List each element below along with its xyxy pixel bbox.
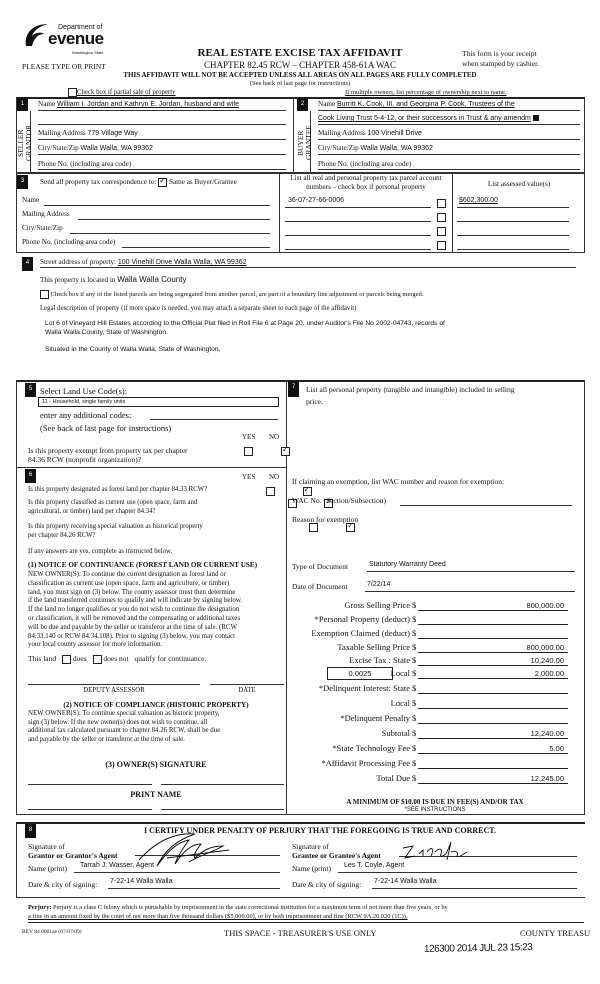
seller-phone-row xyxy=(38,159,286,170)
segregated-checkbox[interactable] xyxy=(40,290,49,299)
grantor-date-row xyxy=(28,880,280,891)
grantee-sig-label: Signature of Grantee or Grantee's Agent xyxy=(292,842,381,860)
personal-property-checkbox[interactable] xyxy=(437,241,446,250)
grantor-date-field[interactable]: 7-22-14 Walla Walla xyxy=(108,878,280,889)
assessed-value-field[interactable] xyxy=(457,239,569,250)
seller-mailing-row xyxy=(38,129,286,140)
section-3-badge: 3 xyxy=(17,175,28,189)
assessor-date-line[interactable] xyxy=(210,684,284,685)
section-8-badge: 8 xyxy=(25,824,36,838)
form-title: REAL ESTATE EXCISE TAX AFFIDAVIT xyxy=(197,47,403,59)
total-due-row: Total Due $ 12,245.00 xyxy=(290,773,575,785)
see-back-note: (See back of last page for instructions) xyxy=(249,80,351,87)
qualify-label: qualify for continuance. xyxy=(134,654,207,663)
state-technology-fee-row: *State Technology Fee $ 5.00 xyxy=(290,743,575,755)
please-type-or-print: PLEASE TYPE OR PRINT xyxy=(22,62,106,71)
doc-date-field[interactable]: 7/22/14 xyxy=(365,581,575,592)
perjury-bold-label: Perjury: xyxy=(28,904,52,911)
exempt-yes-checkbox[interactable] xyxy=(244,447,253,456)
grantee-date-label: Date & city of signing: xyxy=(292,880,362,889)
land-use-code-select[interactable]: 11 - Household, single family units xyxy=(38,397,279,407)
treasurer-stamp: 126300 2014 JUL 23 15:23 xyxy=(423,942,533,955)
receipt-note-2: when stamped by cashier. xyxy=(462,59,540,68)
notice-continuance-body: NEW OWNER(S): To continue the current designation as forest land or classification as current use (open space, farm and agriculture, or timber) land, you must sign on (3) below. The county assessor must then determine if the land transferred continues to qualify and will indicate by signing below. If the land no longer qualifies or you do not wish to continue the designation or classification, it will be removed and the compensating or additional taxes will be due and payable by the seller or transferor at the time of sale. (RCW 84.33.140 or RCW 84.34.108). Prior to signing (3) below, you may contact your local county assessor for more information. xyxy=(28,571,243,649)
seller-side-label: SELLER GRANTOR xyxy=(16,124,33,162)
does-not-label: does not xyxy=(103,654,129,663)
seller-name-field[interactable]: William I. Jordan and Kathryn E. Jordan, husband and wife xyxy=(56,101,240,108)
parcels-header: List all real and personal property tax parcel account numbers – check box if personal property xyxy=(290,174,442,191)
parcel-row-2 xyxy=(285,211,585,223)
seller-name-row xyxy=(38,100,286,111)
personal-property-field[interactable] xyxy=(300,410,580,460)
correspondence-header xyxy=(40,178,237,187)
doc-date-row xyxy=(292,582,576,593)
grantee-name-label: Name (print) xyxy=(292,864,331,873)
corr-city-field[interactable] xyxy=(70,233,270,234)
segregated-row xyxy=(40,290,423,299)
assessed-header: List assessed value(s) xyxy=(487,180,551,188)
buyer-phone-label: Phone No. (including area code) xyxy=(318,160,412,168)
section-1-2-divider xyxy=(293,97,294,173)
section-1-badge: 1 xyxy=(17,98,28,111)
corr-city-row xyxy=(22,224,270,235)
buyer-side-label: BUYER GRANTEE xyxy=(296,125,313,161)
logo-line1: Department of xyxy=(58,24,103,31)
doc-type-row xyxy=(292,562,576,573)
segregated-label: Check box if any of the listed parcels are being segregated from another parcel, are part of a boundary line adjustment or parcels being merged. xyxy=(50,290,424,298)
grantee-signature-scribble-icon xyxy=(401,838,471,864)
this-land-label: This land xyxy=(28,654,57,663)
exemption-claimed-row: Exemption Claimed (deduct) $ xyxy=(290,628,575,640)
delinquent-interest-state-row: *Delinquent Interest: State $ xyxy=(290,683,575,695)
doc-type-field[interactable]: Statutory Warranty Deed xyxy=(367,561,575,572)
buyer-name-line2-row xyxy=(318,114,580,125)
buyer-mailing-label: Mailing Address xyxy=(318,129,366,137)
historical-question: Is this property receiving special valuation as historical property per chapter 84.26 RCW? xyxy=(28,523,203,539)
multiple-owners-note: If multiple owners, list percentage of ownership next to name. xyxy=(345,89,507,96)
seller-city-label: City/State/Zip xyxy=(38,144,79,152)
grantee-signature-field[interactable] xyxy=(399,840,577,857)
doc-date-label: Date of Document xyxy=(292,582,348,591)
same-as-buyer-label: Same as Buyer/Grantee xyxy=(168,178,237,187)
s5-no-header: NO xyxy=(269,433,280,441)
taxable-selling-price-row: Taxable Selling Price $ 800,000.00 xyxy=(290,642,575,654)
exemption-claimed-field[interactable] xyxy=(418,628,568,639)
exempt-question: Is this property exempt from property tax per chapter 84.36 RCW (nonprofit organization)? xyxy=(28,446,188,464)
grantor-date-label: Date & city of signing: xyxy=(28,880,98,889)
state-technology-fee-field[interactable]: 5.00 xyxy=(418,743,568,754)
forest-land-question: Is this property designated as forest land per chapter 84.33 RCW? xyxy=(28,486,208,493)
correspondence-label: Send all property tax correspondence to: xyxy=(40,178,157,187)
seller-city-row xyxy=(38,144,286,155)
delinquent-interest-state-field[interactable] xyxy=(418,683,568,694)
notice-compliance-title: (2) NOTICE OF COMPLIANCE (HISTORIC PROPERTY) xyxy=(63,701,249,709)
see-instructions-note: *SEE INSTRUCTIONS xyxy=(404,807,466,813)
grantee-date-field[interactable]: 7-22-14 Walla Walla xyxy=(372,878,577,889)
logo-line3: Washington State xyxy=(72,50,104,55)
excise-tax-state-row: Excise Tax : State $ 10,240.00 xyxy=(290,655,575,667)
grantor-sig-label: Signature of Grantor or Grantor's Agent xyxy=(28,842,118,860)
form-warning: THIS AFFIDAVIT WILL NOT BE ACCEPTED UNLESS ALL AREAS ON ALL PAGES ARE FULLY COMPLETED xyxy=(123,71,477,79)
seller-mailing-field[interactable]: 779 Village Way xyxy=(87,130,138,137)
forest-land-no-checkbox[interactable] xyxy=(303,487,312,496)
affidavit-processing-fee-field[interactable] xyxy=(418,758,568,769)
deputy-assessor-label: DEPUTY ASSESSOR xyxy=(83,687,145,694)
assessed-value-field[interactable] xyxy=(457,211,569,222)
certify-statement: I CERTIFY UNDER PENALTY OF PERJURY THAT THE FOREGOING IS TRUE AND CORRECT. xyxy=(143,826,496,835)
corr-name-field[interactable] xyxy=(44,205,270,206)
reason-label: Reason for exemption xyxy=(292,515,359,524)
same-as-buyer-checkbox[interactable] xyxy=(158,178,167,187)
section-6-badge: 6 xyxy=(25,469,36,483)
parcel-row-4 xyxy=(285,239,585,251)
personal-property-deduct-field[interactable] xyxy=(418,614,568,625)
grantee-date-row xyxy=(292,880,577,891)
parcel-number-field[interactable] xyxy=(285,211,431,222)
corr-phone-row xyxy=(22,238,270,249)
parcel-number-field[interactable] xyxy=(285,225,431,236)
county-field[interactable]: Walla Walla County xyxy=(117,275,187,284)
street-address-label: Street address of property: xyxy=(40,258,117,266)
buyer-phone-row xyxy=(318,159,580,170)
buyer-name-row xyxy=(318,100,580,111)
corr-name-row xyxy=(22,196,270,207)
wac-label: WAC No. (Section/Subsection) xyxy=(292,496,386,505)
personal-property-checkbox[interactable] xyxy=(437,227,446,236)
personal-property-label: List all personal property (tangible and intangible) included in selling price. xyxy=(306,385,515,406)
affidavit-processing-fee-row: *Affidavit Processing Fee $ xyxy=(290,758,575,770)
buyer-mailing-field[interactable]: 100 Vinehill Drive xyxy=(367,130,422,137)
parcel-number-field[interactable]: 36-07-27-66-0006 xyxy=(285,197,431,208)
section-7-badge: 7 xyxy=(288,381,299,397)
does-checkbox[interactable] xyxy=(62,655,71,664)
if-yes-note: If any answers are yes, complete as instructed below. xyxy=(28,548,173,555)
local-rate-field[interactable]: 0.0025 xyxy=(327,667,393,680)
total-due-field[interactable]: 12,245.00 xyxy=(418,773,568,784)
s6-no-header: NO xyxy=(269,473,280,481)
grantor-name-label: Name (print) xyxy=(28,864,67,873)
legal-description-label: Legal description of property (if more space is needed, you may attach a separate sheet to each page of the affidavit) xyxy=(40,305,357,312)
section-4-badge: 4 xyxy=(22,257,33,271)
grantor-signature-field[interactable] xyxy=(135,838,280,856)
taxable-selling-price-field[interactable]: 800,000.00 xyxy=(418,642,568,653)
s6-yes-header: YES xyxy=(242,473,256,481)
corr-mailing-field[interactable] xyxy=(78,219,270,220)
buyer-city-field[interactable]: Walla Walla, WA 99362 xyxy=(360,145,433,152)
excise-tax-local-field[interactable]: 2,000.00 xyxy=(418,668,568,679)
additional-codes-label: enter any additional codes: xyxy=(40,410,132,420)
grantor-name-field[interactable]: Tarrah J. Wasser, Agent xyxy=(74,862,280,873)
print-name-label: PRINT NAME xyxy=(130,790,182,799)
section-2-badge: 2 xyxy=(297,98,308,111)
seller-name-label: Name xyxy=(38,100,56,108)
receipt-note-1: This form is your receipt xyxy=(462,49,537,58)
parcel-number-field[interactable] xyxy=(285,239,431,250)
subtotal-row: Subtotal $ 12,240.00 xyxy=(290,728,575,740)
personal-property-checkbox[interactable] xyxy=(437,199,446,208)
wac-row xyxy=(292,496,576,505)
buyer-city-row xyxy=(318,144,580,155)
dor-logo xyxy=(22,18,104,54)
partial-sale-checkbox[interactable] xyxy=(68,88,77,97)
perjury-notice: Perjury: Perjury is a class C felony which is punishable by imprisonment in the state correctional institution for a maximum term of not more than five years, or by a fine in an amount fixed by the court of not more than five thousand dollars ($5,000.00), or by both imprisonment and fine (RCW 9A.20.020 (1C)). xyxy=(28,903,584,923)
corr-phone-label: Phone No. (including area code) xyxy=(22,238,116,246)
form-number: REV 84 0001ae (07/07/09) xyxy=(22,929,82,935)
seller-name-line2[interactable] xyxy=(38,114,286,125)
print-name-line-1[interactable] xyxy=(28,809,152,810)
overflow-marker-icon xyxy=(533,115,539,121)
personal-property-checkbox[interactable] xyxy=(437,213,446,222)
delinquent-interest-local-field[interactable] xyxy=(418,698,568,709)
excise-tax-state-field[interactable]: 10,240.00 xyxy=(418,655,568,666)
assessor-date-label: DATE xyxy=(238,687,256,694)
current-use-question: Is this property classified as current use (open space, farm and agricultural, or timber) land per chapter 84.34? xyxy=(28,499,198,515)
corr-city-label: City/State/Zip xyxy=(22,224,63,232)
logo-line2: evenue xyxy=(48,29,104,48)
s5-yes-header: YES xyxy=(242,433,256,441)
delinquent-interest-local-row: Local $ xyxy=(290,698,575,710)
personal-property-deduct-row: *Personal Property (deduct) $ xyxy=(290,614,575,626)
county-label: This property is located in xyxy=(40,276,116,284)
exempt-no-checkbox[interactable] xyxy=(281,447,290,456)
print-name-line-2[interactable] xyxy=(161,809,284,810)
delinquent-penalty-field[interactable] xyxy=(418,713,568,724)
land-use-label: Select Land Use Code(s): xyxy=(40,386,128,396)
seller-city-field[interactable]: Walla Walla, WA 99362 xyxy=(80,145,153,152)
subtotal-field[interactable]: 12,240.00 xyxy=(418,728,568,739)
historical-no-checkbox[interactable] xyxy=(346,523,355,532)
buyer-city-label: City/State/Zip xyxy=(318,144,359,152)
delinquent-penalty-row: *Delinquent Penalty $ xyxy=(290,713,575,725)
seller-mailing-label: Mailing Address xyxy=(38,129,86,137)
does-not-checkbox[interactable] xyxy=(93,655,102,664)
corr-phone-field[interactable] xyxy=(122,247,270,248)
notice-continuance-title: (1) NOTICE OF CONTINUANCE (FOREST LAND OR CURRENT USE) xyxy=(28,561,258,569)
land-use-see-back: (See back of last page for instructions) xyxy=(40,423,172,433)
s5-s6-divider xyxy=(17,467,286,468)
deputy-assessor-signature-line[interactable] xyxy=(28,684,200,685)
county-treasurer-label: COUNTY TREASU xyxy=(520,928,591,938)
notice-compliance-body: NEW OWNER(S): To continue special valuation as historic property, sign (3) below. If the new owner(s) does not wish to continue, all additional tax calculated pursuant to chapter 84.26 RCW, shall be due and payable by the seller or transferor at the time of sale. xyxy=(28,710,221,743)
gross-selling-price-row: Gross Selling Price $ 800,000.00 xyxy=(290,600,575,612)
corr-mailing-row xyxy=(22,210,270,221)
doc-type-label: Type of Document xyxy=(292,562,349,571)
grantee-name-row xyxy=(292,864,577,875)
additional-codes-field[interactable] xyxy=(150,419,278,420)
parcel-row-3 xyxy=(285,225,585,237)
grantor-name-row xyxy=(28,864,280,875)
this-land-row xyxy=(28,654,206,664)
wac-field[interactable] xyxy=(400,505,572,506)
partial-sale-checkbox-row[interactable] xyxy=(68,88,176,97)
exemption-label: If claiming an exemption, list WAC number and reason for exemption: xyxy=(292,477,505,486)
gross-selling-price-field[interactable]: 800,000.00 xyxy=(418,600,568,611)
minimum-due-note: A MINIMUM OF $10.00 IS DUE IN FEE(S) AND/OR TAX xyxy=(346,798,524,806)
street-address-field[interactable]: 100 Vinehill Drive Walla Walla, WA 99362 xyxy=(117,259,247,266)
forest-land-yes-checkbox[interactable] xyxy=(266,487,275,496)
corr-mailing-label: Mailing Address xyxy=(22,210,70,218)
buyer-mailing-row xyxy=(318,129,580,140)
owner-signature-line-2[interactable] xyxy=(161,784,284,785)
treasurer-use-label: THIS SPACE - TREASURER'S USE ONLY xyxy=(224,928,377,938)
assessed-value-field[interactable] xyxy=(457,225,569,236)
additional-codes-row xyxy=(40,410,278,421)
buyer-name-label: Name xyxy=(318,100,336,108)
form-subtitle: CHAPTER 82.45 RCW – CHAPTER 458-61A WAC xyxy=(204,60,396,70)
seller-phone-label: Phone No. (including area code) xyxy=(38,160,132,168)
owner-signature-label: (3) OWNER(S) SIGNATURE xyxy=(105,760,207,769)
parcel-row-1 xyxy=(285,197,585,209)
buyer-name-field[interactable]: Burritt K. Cook, III. and Georgina P. Cook, Trustees of the xyxy=(336,101,515,108)
excise-tax-local-row: Local $ 2,000.00 xyxy=(290,668,575,680)
county-row xyxy=(40,275,186,284)
partial-sale-label: Check box if partial sale of property xyxy=(77,89,176,97)
section-5-badge: 5 xyxy=(25,383,36,397)
corr-name-label: Name xyxy=(22,196,40,204)
grantee-name-field[interactable]: Les T. Coyle, Agent xyxy=(338,862,577,873)
street-address-row xyxy=(40,258,576,268)
historical-yes-checkbox[interactable] xyxy=(309,523,318,532)
assessed-value-field[interactable]: $602,300.00 xyxy=(457,197,569,208)
buyer-name-line2-field[interactable]: Cook Living Trust 5-4-12, or their successors in Trust & any amendm xyxy=(318,115,531,122)
owner-signature-line-1[interactable] xyxy=(28,784,152,785)
legal-description-text[interactable]: Lot 6 of Vineyard Hill Estates according to the Official Plat filed in Roll File 6 at Page 20, under Auditor's File No 2002-04743, records of Walla Walla County, State of Washington. Situated in the County of Walla Walla, State of Washington. xyxy=(45,320,445,353)
does-label: does xyxy=(72,654,87,663)
